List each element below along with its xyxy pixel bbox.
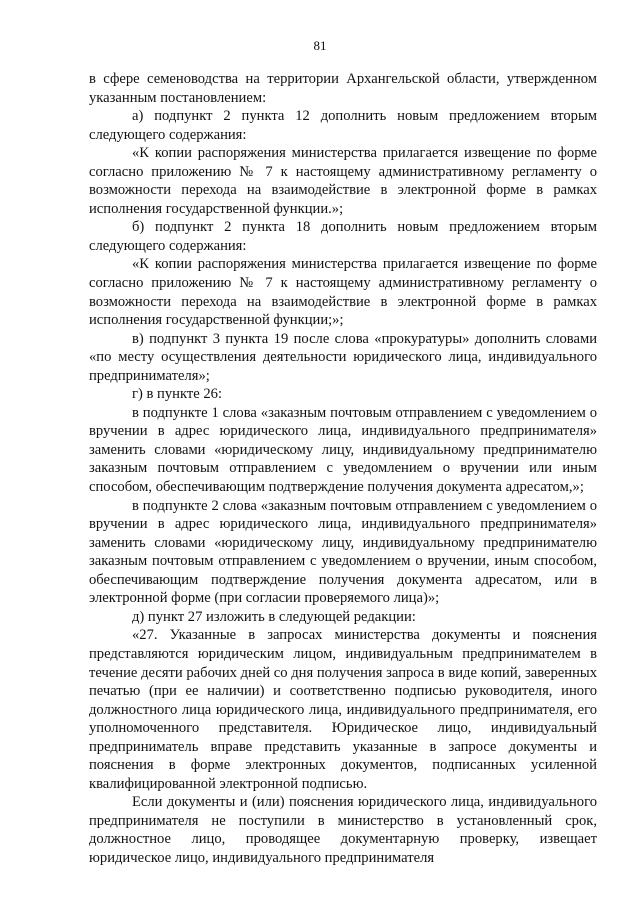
paragraph: «К копии распоряжения министерства прилагается извещение по форме согласно приложению № 7 к настоящему административному регламенту о возможности перехода на взаимодействие в электронной форме в рамках исполнения государственной функции.»; xyxy=(89,145,597,217)
paragraph: д) пункт 27 изложить в следующей редакции: xyxy=(132,608,416,625)
paragraph: в подпункте 2 слова «заказным почтовым отправлением с уведомлением о вручении в адрес юридического лица, индивидуального предпринимателя» заменить словами «юридическому лицу, индивидуальному предпринимателю заказным почтовым отправлением с уведомлением о вручении, иным способом, обеспечивающим подтверждение получения документа адресатом, или в электронной форме (при согласии проверяемого лица)»; xyxy=(89,497,597,607)
document-body xyxy=(89,70,597,868)
paragraph: г) в пункте 26: xyxy=(132,386,222,403)
page-number: 81 xyxy=(313,38,327,53)
paragraph: «27. Указанные в запросах министерства документы и пояснения представляются юридическим лицом, индивидуальным предпринимателем в течение десяти рабочих дней со дня получения запроса в виде копий, заверенных печатью (при ее наличии) и соответственно подписью руководителя, иного должностного лица юридического лица, индивидуального предпринимателя, его уполномоченного представителя. Юридическое лицо, индивидуальный предприниматель вправе представить указанные в запросе документы и пояснения в форме электронных документов, подписанных усиленной квалифицированной электронной подписью. xyxy=(89,627,597,792)
paragraph: «К копии распоряжения министерства прилагается извещение по форме согласно приложению № 7 к настоящему административному регламенту о возможности перехода на взаимодействие в электронной форме в рамках исполнения государственной функции;»; xyxy=(89,256,597,329)
paragraph: б) подпункт 2 пункта 18 дополнить новым предложением вторым следующего содержания: xyxy=(89,219,597,254)
paragraph: в подпункте 1 слова «заказным почтовым отправлением с уведомлением о вручении в адрес юридического лица, индивидуального предпринимателя» заменить словами «юридическому лицу, индивидуальному предпринимателю заказным почтовым отправлением с уведомлением о вручении или иным способом, обеспечивающим подтверждение получения документа адресатом,»; xyxy=(89,404,597,496)
paragraph: Если документы и (или) пояснения юридического лица, индивидуального предпринимателя не поступили в министерство в установленный срок, должностное лицо, проводящее документарную проверку, извещает юридическое лицо, индивидуального предпринимателя xyxy=(89,794,597,866)
paragraph: в) подпункт 3 пункта 19 после слова «прокуратуры» дополнить словами «по месту осуществления деятельности юридического лица, индивидуального предпринимателя»; xyxy=(89,330,597,384)
paragraph: а) подпункт 2 пункта 12 дополнить новым предложением вторым следующего содержания: xyxy=(89,108,597,143)
paragraph: в сфере семеноводства на территории Архангельской области, утвержденном указанным постановлением: xyxy=(89,71,597,106)
